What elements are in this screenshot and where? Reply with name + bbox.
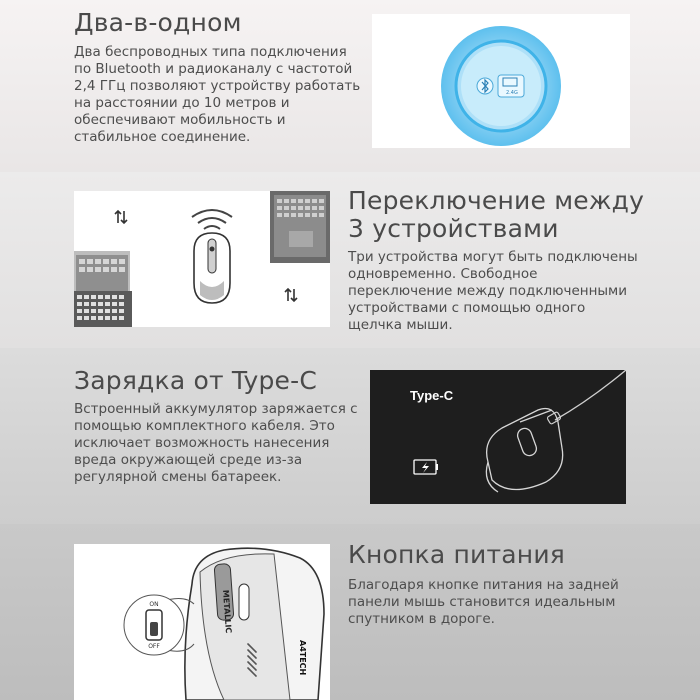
brand-label: A4TECH [298,640,307,676]
switch-on-label: ON [149,601,159,608]
section-title-line2: 3 устройствами [348,214,559,243]
section-power-button [0,524,700,700]
connectivity-image [372,14,630,148]
section-title-line1: Переключение между [348,186,645,215]
mouse-icon [486,409,562,493]
type-c-image [370,370,626,504]
mouse-icon [194,233,230,303]
bluetooth-icon [477,78,493,94]
mouse-icon [185,548,324,700]
section-title: Кнопка питания [348,540,566,569]
multi-device-image [74,191,330,327]
switch-off-label: OFF [148,643,160,650]
section-title: Зарядка от Type-C [74,366,318,395]
wireless-signal-icon [192,210,232,229]
battery-charging-icon [414,460,438,474]
receiver-label: 2.4G [506,90,518,96]
laptop-icon [270,191,330,263]
section-description: Три устройства могут быть подключены одновременно. Свободное переключение между подключенными устройствами с помощью одного щелчка мыши. [348,249,638,333]
section-two-in-one [0,0,700,172]
section-multi-device [0,172,700,348]
section-description: Благодаря кнопке питания на задней панели мышь становится идеальным спутником в дороге. [348,577,619,627]
keyboard-icon [74,251,132,327]
type-c-label: Type-C [410,388,454,403]
section-type-c-charging [0,348,700,524]
power-switch-icon [124,595,184,655]
series-label: METALLIC [221,589,234,634]
section-description: Встроенный аккумулятор заряжается с помощью комплектного кабеля. Это исключает возможность нанесения вреда окружающей среде из-за регулярной смены батареек. [74,401,358,485]
power-switch-image [74,544,330,700]
section-title: Два-в-одном [74,8,242,37]
section-description: Два беспроводных типа подключения по Bluetooth и радиоканалу с частотой 2,4 ГГц позволяют устройству работать на расстоянии до 10 метров и обеспечивают мобильность и стабильное соединение. [74,44,361,145]
switch-arrows-icon [115,211,127,223]
switch-arrows-icon [285,289,297,301]
